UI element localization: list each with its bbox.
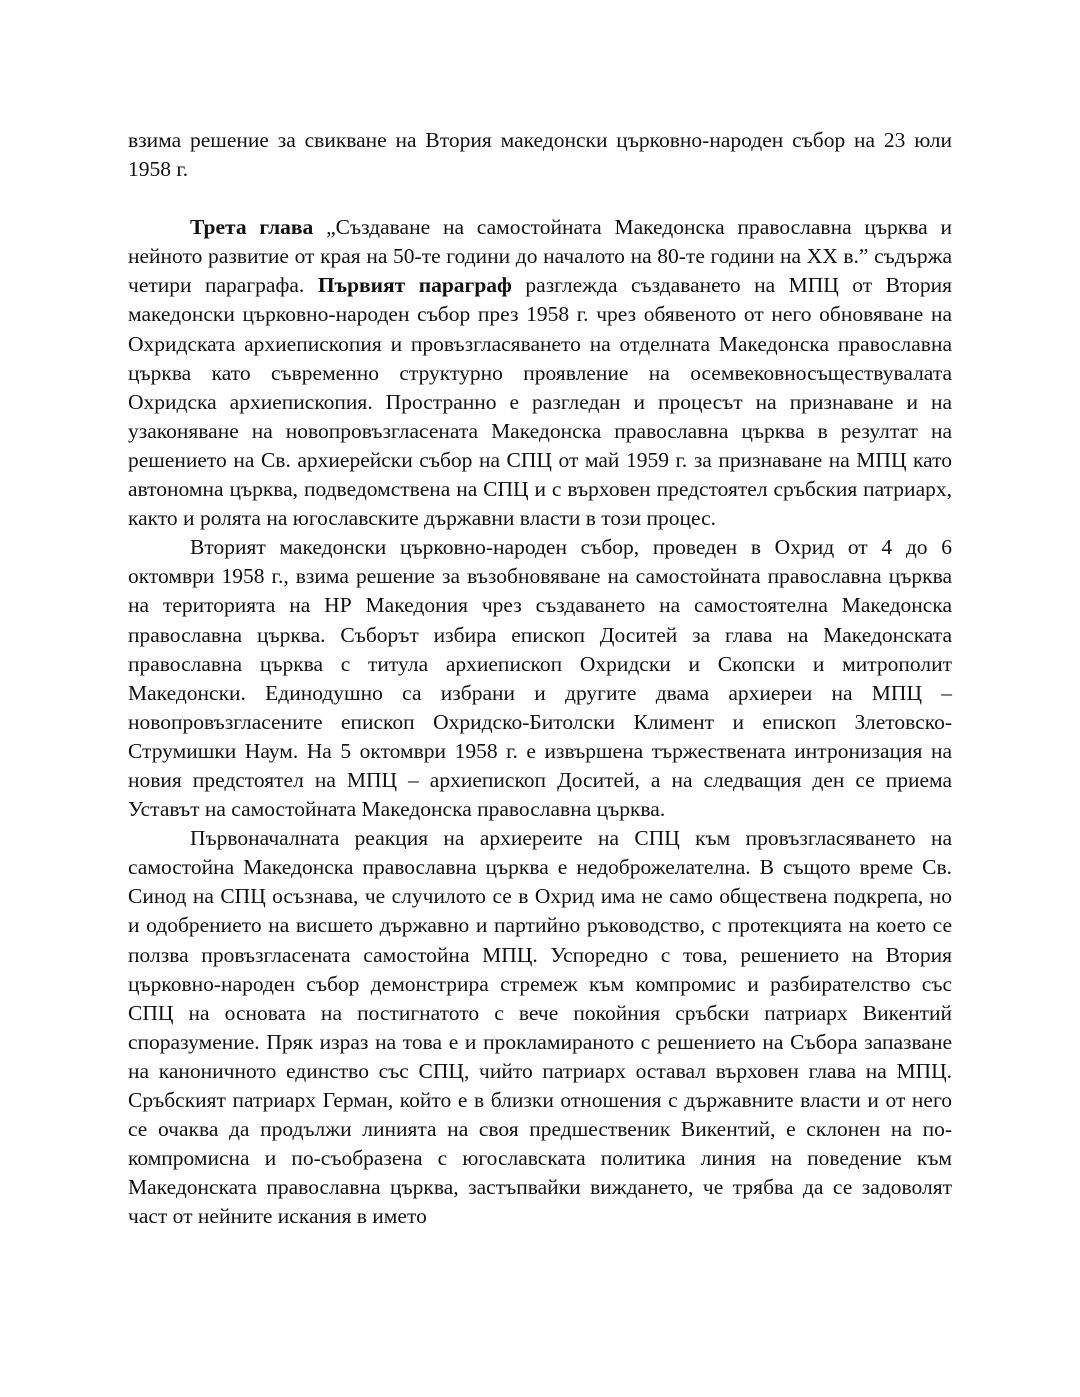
document-page: [128, 126, 952, 1231]
chapter-heading: Трета глава: [190, 215, 314, 240]
paragraph-continuation: взима решение за свикване на Втория македонски църковно-народен събор на 23 юли 1958 г.: [128, 128, 952, 182]
paragraph-initial-reaction: Първоначалната реакция на архиереите на СПЦ към провъзгласяването на самостойна Македонска православна църква е недоброжелателна. В същото време Св. Синод на СПЦ осъзнава, че случилото се в Охрид има не само обществена подкрепа, но и одобрението на висшето държавно и партийно ръководство, с протекцията на което се ползва провъзгласената самостойна МПЦ. Успоредно с това, решението на Втория църковно-народен събор демонстрира стремеж към компромис и разбирателство със СПЦ на основата на постигнатото с вече покойния сръбски патриарх Викентий споразумение. Пряк израз на това е и прокламираното с решението на Събора запазване на каноничното единство със СПЦ, чийто патриарх оставал върховен глава на МПЦ. Сръбският патриарх Герман, който е в близки отношения с държавните власти и от него се очаква да продължи линията на своя предшественик Викентий, е склонен на по-компромисна и по-съобразена с югославската политика линия на поведение към Македонската православна църква, застъпвайки виждането, че трябва да се задоволят част от нейните искания в името: [128, 826, 952, 1229]
chapter-description: „Създаване на самостойната Македонска православна църква и нейното развитие от края на 50-те години до началото на 80-те години на ХХ в.” съдържа четири параграфа.: [128, 215, 952, 298]
paragraph-chapter-three: [128, 213, 952, 533]
paragraph-second-council: Вторият македонски църковно-народен събор, проведен в Охрид от 4 до 6 октомври 1958 г., взима решение за възобновяване на самостойната православна църква на територията на НР Македония чрез създаването на самостоятелна Македонска православна църква. Съборът избира епископ Доситей за глава на Македонската православна църква с титула архиепископ Охридски и Скопски и митрополит Македонски. Единодушно са избрани и другите двама архиереи на МПЦ – новопровъзгласените епископ Охридско-Битолски Климент и епископ Злетовско-Струмишки Наум. На 5 октомври 1958 г. е извършена тържествената интронизация на новия предстоятел на МПЦ – архиепископ Доситей, а на следващия ден се приема Уставът на самостойната Македонска православна църква.: [128, 535, 952, 822]
first-section-text: разглежда създаването на МПЦ от Втория македонски църковно-народен събор през 1958 г. чрез обявеното от него обновяване на Охридската архиепископия и провъзгласяването на отделната Македонска православна църква като съвременно структурно проявление на осемвековносъществувалата Охридска архиепископия. Пространно е разгледан и процесът на признаване и на узаконяване на новопровъзгласената Македонска православна църква в резултат на решението на Св. архиерейски събор на СПЦ от май 1959 г. за признаване на МПЦ като автономна църква, подведомствена на СПЦ и с върховен предстоятел сръбския патриарх, както и ролята на югославските държавни власти в този процес.: [128, 273, 952, 531]
first-section-heading: Първият параграф: [317, 273, 512, 298]
